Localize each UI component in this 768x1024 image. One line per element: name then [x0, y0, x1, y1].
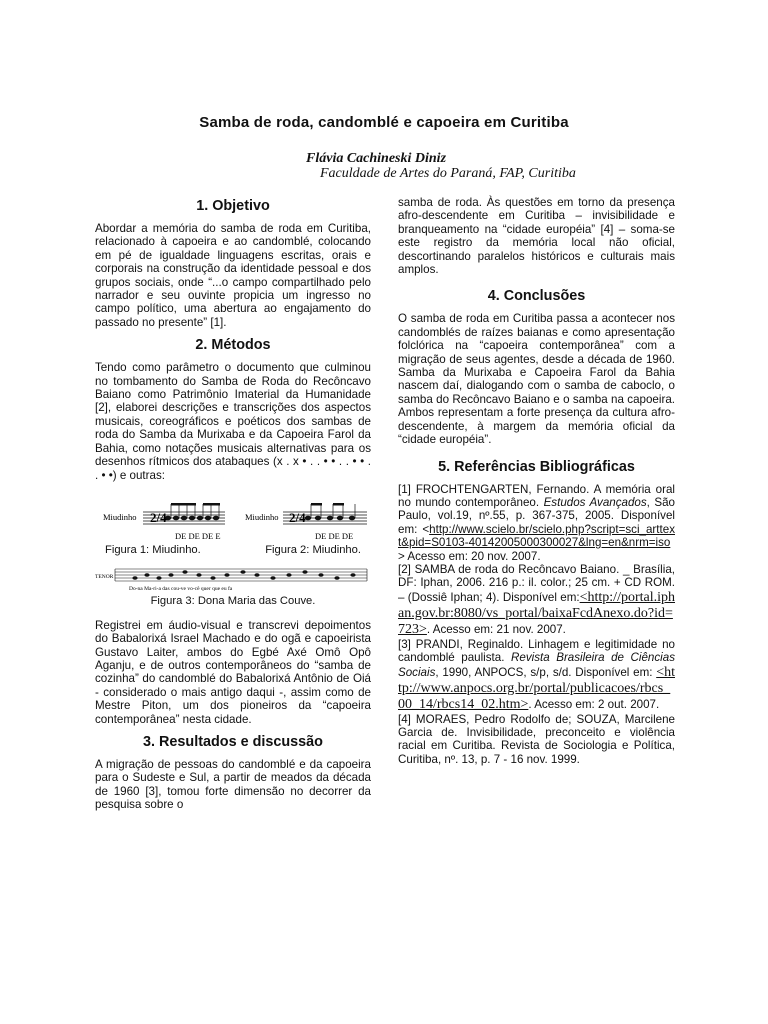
- figure-1-caption: Figura 1: Miudinho.: [105, 543, 201, 556]
- figure-3-label: TENOR: [95, 574, 114, 581]
- figure-2-syllables: DE DE DE: [315, 530, 354, 541]
- conclusoes-text: O samba de roda em Curitiba passa a acontecer nos candomblés de raízes baianas e como apresentação folclórica na “capoeira contemporânea” com a migração de seus agentes, desde a década de 1960. Samba da Murixaba e Capoeira Farol da Bahia nascem daí, dialogando com o samba de caboclo, o samba do Recôncavo Baiano e o samba na capoeira. Ambos representam a forte presença da cultura afro-descendente, à margem da memória oficial da “cidade européia”.: [398, 312, 675, 447]
- figure-3-notation: [95, 561, 371, 595]
- reference-2: [2] SAMBA de roda do Recôncavo Baiano. _ Brasília, DF: Iphan, 2006. 216 p.: il. color.; 25 cm. + CD ROM. – (Dossiê Iphan; 4). Disponível em:<http://portal.iphan.gov.br:8080/vs_portal/baixaFcdAnexo.do?id=723>. Acesso em: 21 nov. 2007.: [398, 562, 675, 637]
- figure-1-notation: [103, 486, 228, 544]
- reference-3-link[interactable]: <http://www.anpocs.org.br/portal/publicacoes/rbcs_00_14/rbcs14_02.htm>: [398, 664, 675, 712]
- figure-3-caption: Figura 3: Dona Maria das Couve.: [150, 595, 316, 608]
- reference-4: [4] MORAES, Pedro Rodolfo de; SOUZA, Marcilene Garcia de. Invisibilidade, preconceito e violência racial em Curitiba. Revista de Sociologia e Política, Curitiba, nº. 13, p. 7 - 16 nov. 1999.: [398, 712, 675, 766]
- section-heading-resultados: 3. Resultados e discussão: [143, 733, 323, 750]
- paper-title: Samba de roda, candomblé e capoeira em Curitiba: [199, 114, 569, 131]
- author-affiliation: Faculdade de Artes do Paraná, FAP, Curitiba: [320, 166, 576, 181]
- reference-3: [3] PRANDI, Reginaldo. Linhagem e legitimidade no candomblé paulista. Revista Brasileira de Ciências Sociais, 1990, ANPOCS, s/p, s/d. Disponível em: <http://www.anpocs.org.br/portal/publicacoes/rbcs_00_14/rbcs14_02.htm>. Acesso em: 2 out. 2007.: [398, 637, 675, 712]
- figure-2-caption: Figura 2: Miudinho.: [265, 543, 361, 556]
- left-column: [95, 196, 371, 812]
- figure-3-lyrics: Do-na Ma-ri-a das cou-ve vo-cê quer que eu fa: [129, 586, 233, 593]
- figure-1-syllables: DE DE DE E: [175, 530, 221, 541]
- right-column: [398, 196, 675, 766]
- author-name: Flávia Cachineski Diniz: [306, 151, 447, 166]
- reference-1-link[interactable]: http://www.scielo.br/scielo.php?script=sci_arttext&pid=S0103-40142005000300027&lng=en&nrm=iso: [398, 522, 675, 550]
- section-heading-conclusoes: 4. Conclusões: [487, 288, 586, 305]
- section-heading-metodos: 2. Métodos: [195, 337, 271, 354]
- section-heading-referencias: 5. Referências Bibliográficas: [438, 458, 635, 475]
- references-list: [398, 483, 675, 767]
- reference-2-link[interactable]: <http://portal.iphan.gov.br:8080/vs_portal/baixaFcdAnexo.do?id=723>: [398, 589, 675, 637]
- figure-captions-1-2: [95, 544, 371, 557]
- reference-1: [1] FROCHTENGARTEN, Fernando. A memória oral no mundo contemporâneo. Estudos Avançados, São Paulo, vol.19, nº.55, p. 367-375, 2005. Disponível em: <http://www.scielo.br/scielo.php?script=sci_arttext&pid=S0103-40142005000300027&lng=en&nrm=iso> Acesso em: 20 nov. 2007.: [398, 482, 675, 563]
- metodos-text-2: Registrei em áudio-visual e transcrevi depoimentos do Babalorixá Israel Machado e do ogã e capoeirista Gustavo Laiter, ambos do Egbé Axé Omô Opô Aganju, e de outros contemporâneos do “samba de cozinha” do candomblé do Babalorixá Antônio de Oiá - considerado o mais antigo daqui -, assim como de Mestre Piton, um dos pioneiros da “capoeira contemporânea” nesta cidade.: [95, 618, 371, 726]
- figures-1-2: [95, 486, 371, 546]
- figure-2-label: Miudinho: [245, 511, 279, 522]
- objetivo-text: Abordar a memória do samba de roda em Curitiba, relacionado à capoeira e ao candomblé, colocando em pé de igualdade linguagens escritas, orais e corporais na construção da identidade pessoal e dos grupos sociais, onde “...o campo compartilhado pelo narrador e seu ouvinte propicia um ingresso no campo político, uma abertura ao engajamento do passado no presente” [1].: [95, 222, 371, 329]
- figure-2-time-signature: 2/4: [289, 509, 306, 525]
- metodos-text-1: Tendo como parâmetro o documento que culminou no tombamento do Samba de Roda do Recôncavo Baiano como Patrimônio Imaterial da Humanidade [2], elaborei descrições e transcrições dos aspectos musicais, coreográficos e poéticos dos sambas de roda do Samba da Murixaba e da Capoeira Farol da Bahia, como notações musicais alternativas para os desenhos rítmicos dos atabaques (x . x • . . • • . . • • . . • •) e outras:: [95, 361, 371, 482]
- figure-2-notation: [245, 486, 370, 544]
- resultados-text-left: A migração de pessoas do candomblé e da capoeira para o Sudeste e Sul, a partir de meados da década de 1960 [3], tomou forte dimensão no decorrer da pesquisa sobre o: [95, 757, 371, 812]
- resultados-text-right: samba de roda. Às questões em torno da presença afro-descendente em Curitiba – invisibilidade e branqueamento na “cidade européia” [4] – soma-se este registro da memória local não oficial, descortinando paralelos históricos e culturais mais amplos.: [398, 196, 675, 277]
- figure-1-time-signature: 2/4: [150, 509, 167, 525]
- section-heading-objetivo: 1. Objetivo: [196, 198, 270, 214]
- figure-1-label: Miudinho: [103, 511, 137, 522]
